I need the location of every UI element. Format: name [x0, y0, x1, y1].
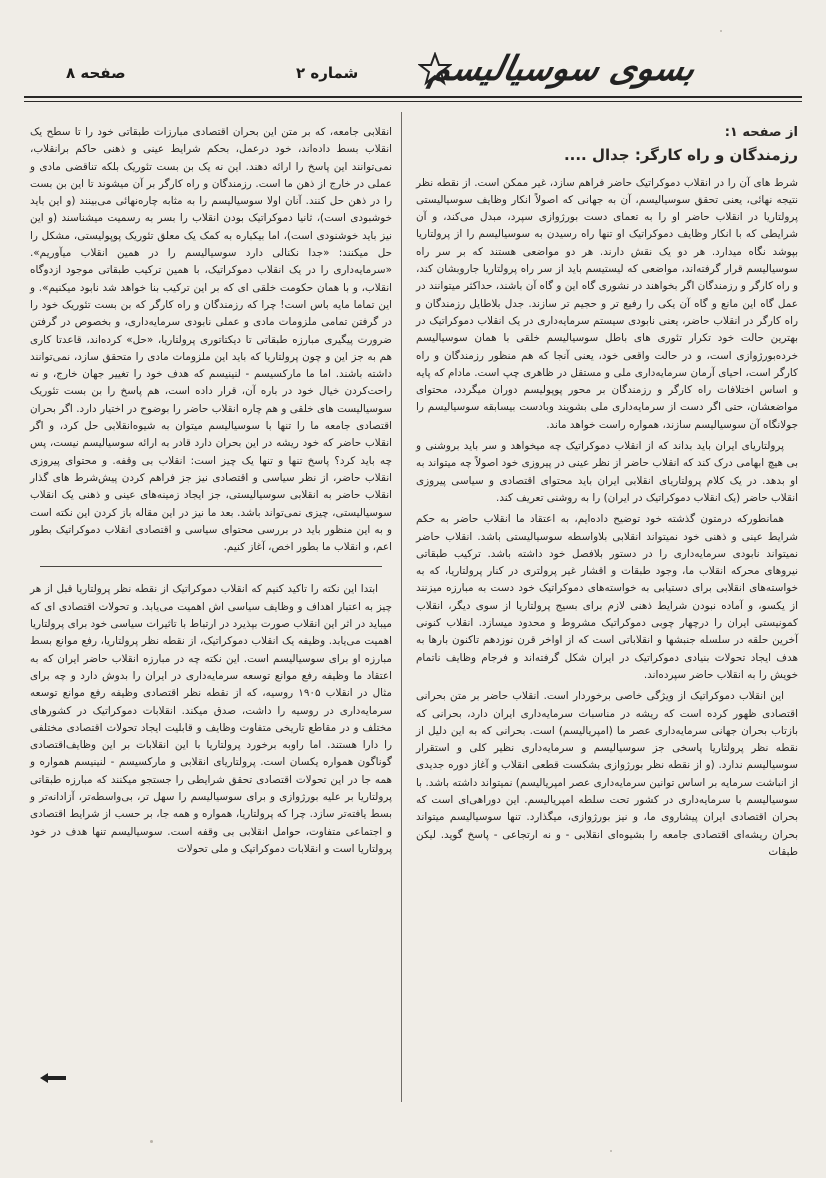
masthead-logo — [425, 46, 790, 92]
article-title: رزمندگان و راه کارگر: جدال .... — [563, 146, 798, 165]
star-icon — [418, 52, 452, 86]
right-column — [416, 124, 798, 865]
header-rule-thin — [24, 101, 802, 102]
column-divider — [401, 112, 402, 1102]
masthead-title: بسوی سوسیالیسم — [425, 49, 699, 89]
article-paragraph: ابتدا این نکته را تاکید کنیم که انقلاب دموکراتیک از نقطه نظر پرولتاریا قبل از هر چیز به اعتبار اهداف و وظایف سیاسی اش اهمیت می‌یابد. و تحولات اقتصادی ای که میباید در اثر این انقلاب صورت بپذیرد در ارتباط با تاثیرات سیاسی خود برای پرولتاریا اهمیت می‌یابد. وظیفه یک انقلاب دموکراتیک، از نقطه نظر پرولتاریا، رفع موانع بسط مبارزه او برای سوسیالیسم است. این نکته چه در مبارزه انقلاب حاضر ایران که به اعتقاد ما وظیفه رفع موانع توسعه سرمایه‌داری در ایران را بدوش دارد و چه برای مثال در انقلاب ۱۹۰۵ روسیه، که از نقطه نظر اقتصادی وظیفه رفع موانع توسعه سرمایه‌داری در روسیه را داشت، صدق میکند. انقلابات دموکراتیک در کشورهای مختلف و در مقاطع تاریخی متفاوت وظایف و قابلیت ایجاد تحولات اقتصادی مختلفی را دارا هستند. اما راوبه برخورد پرولتاریا با این انقلابات بر این وظایف‌اقتصادی گوناگون همواره یکسان است. پرولتاریای انقلابی و مارکسیسم - لنینیسم همواره و همه جا در این تحولات اقتصادی تحقق شرایطی را جستجو میکنند که مبارزه طبقاتی پرولتاریا بر علیه بورژوازی و برای سوسیالیسم را سهل تر، بی‌واسطه‌تر، آزادانه‌تر و بسط یافته‌تر سازد. چرا که پرولتاریا، همواره و همه جا، بر حسب از شرایط اقتصادی و اجتماعی متفاوت، حوامل انقلابی بی وقفه است. سوسیالیسم تنها هدف در خود پرولتاریا است و انقلابات دموکراتیک و ملی تحولات — [30, 583, 392, 855]
paper-speck — [150, 1140, 153, 1143]
article-paragraph: همانطورکه درمتون گذشته خود توضیح داده‌ایم، به اعتقاد ما انقلاب حاضر به حکم شرایط عینی و ذهنی خود نمیتواند انقلابی بلاواسطه سوسیالیستی باشد. انقلاب حاضر نمیتواند نابودی سرمایه‌داری را در دستور بلافصل خود داشته باشد. ترکیب طبقاتی نیروهای محرکه انقلاب ما، وجود طبقات و اقشار غیر پرولتری در کنار پرولتاریا، که به خواسته‌های انقلابی برای دستیابی به خواسته‌های دموکراتیک خود دست به مبارزه میزنند از یکسو، و آماده نبودن شرایط ذهنی لازم برای بسیج پرولتاریا از سوی دیگر، انقلاب کمونیستی ایران را درچهار چوبی دموکراتیک مشروط و محدود میسازد. انقلاب کنونی آخرین حلقه در سلسله جنبشها و انقلاباتی است که از اواخر قرن نوزدهم تاکنون بارها به هدف ایجاد تحولات بنیادی دموکراتیک در ایران شکل گرفته‌اند و فرجام وظایف ناتمام خویش را به انقلاب حاضر سپرده‌اند. — [416, 513, 798, 681]
continued-from-label: از صفحه ۱: — [724, 125, 798, 140]
article-paragraph: این انقلاب دموکراتیک از ویژگی خاصی برخوردار است. انقلاب حاضر بر متن بحرانی اقتصادی ظهور کرده است که ریشه در مناسبات سرمایه‌داری ایران دارد، بحرانی که بازتاب بحران جهانی سرمایه‌داری عصر ما (امپریالیسم) است. بحرانی که به این دلیل از نقطه نظر پرولتاریا پاسخی جز سوسیالیسم و سرمایه‌داری نظیر کلی و استقرار سوسیالیسم ندارد. (و از نقطه نظر بورژوازی بشکست قطعی انقلاب و آغاز دوره جدیدی از انباشت سرمایه بر اساس توانین سرمایه‌داری عصر امپریالیسم) نمیتواند داشته باشد. با سوسیالیسم با سرمایه‌داری در کشور تحت سلطه امپریالیسم. این دوراهی‌ای است که بحران اقتصادی ایران پیشاروی ما، و نیز بورژوازی، میگذارد. تنها سوسیالیسم میتواند بحران ریشه‌ای اقتصادی جامعه را بشیوه‌ای انقلابی - و نه ارتجاعی - پاسخ گوید. لیکن طبقات — [416, 690, 798, 858]
paper-speck — [610, 1150, 612, 1152]
article-paragraph: شرط های آن را در انقلاب دموکراتیک حاضر فراهم سازد، غیر ممکن است. از نقطه نظر نتیجه نهائی، یعنی تحقق سوسیالیسم، آن به جهانی که اصولاً انکار وظایف سوسیالیستی پرولتاریا در انقلاب حاضر او را به تعمای دست بورژوازی سپرد، مبدل می‌کند، و آن شرایطی که با انکار وظایف دموکراتیک او تنها راه رسیدن به سوسیالیسم را از پرولتاریا بپوشد نگاه میدارد. هر دو یک نقش دارند. هر دو مواضعی هستند که بر سر راه سوسیالیسم قرار گرفته‌اند، مواضعی که لیستیسم باید از سر راه پرولتاریا جاروبشان کند، و راه کارگر و رزمندگان اگر بخواهند در نشوری گاه این و گاه آن باشند، حداکثر میتوانند در عمل گاه این مانع و گاه آن یکی را رفیع تر و حجیم تر سازند. جدل بلاطایل رزمندگان و راه کارگر در انقلاب حاضر، یعنی نابودی سیستم سرمایه‌داری در یک انقلاب دموکراتیک در بهترین حالت خود تکرار تئوری های باطل سوسیالیسم خلقی با همان سوسیالیسم خرده‌بورژوازی است، و در حالت واقعی خود، یعنی آنجا که هم منظور رزمندگان و راه کارگر است، احیای آرمان سرمایه‌داری ملی و مستقل در ظاهری چپ است. مادام که پایه و اساس اختلافات راه کارگر و رزمندگان بر محور پوپولیسم دوران میگردد، محتوای مواضعشان، حتی اگر دست از سرمایه‌داری ملی بشویند وبادست بیسابقه سوسیالیسم را جولانگاه آن سوسیالیسم سازند، همواره راست خواهد ماند. — [416, 176, 798, 431]
issue-number: شماره ۲ — [296, 64, 359, 82]
page-number: صفحه ۸ — [66, 64, 126, 82]
article-paragraph: انقلابی جامعه، که بر متن این بحران اقتصادی مبارزات طبقاتی خود را تا سطح یک انقلاب بسط داده‌اند، خود درعمل، بحکم شرایط عینی و ذهنی حاکم برانقلاب، نمی‌توانند این پاسخ را ارائه دهند. این نه یک بن بست تئوریک بلکه تناقضی مادی و عملی در خارج از ذهن ما است. رزمندگان و راه کارگر بر آن میشوند تا این بن بست را در ذهن حل کنند. آنان اولا سوسیالیسم را به مثابه چاره‌نهائی می‌بینند (و این باید خوشبودی است)، ثانیا دموکراتیک بودن انقلاب را بسر به رسمیت میشناسند (و این نیز باید خوشنودی است)، اما بیکباره به کمک یک معلق تئوریک پوپولیستی، مشکل را حل میکنند: «جدا نکنالی دارد سوسیالیسم را در همین انقلاب میآوریم». «سرمایه‌داری را در یک انقلاب دموکراتیک، با همین ترکیب طبقاتی موجود ازدوگاه انقلاب، و با همان حکومت خلقی ای که بر این ترکیب بنا خواهد شد نابود میکنیم». و این تماما مایه باس است! چرا که رزمندگان و راه کارگر که بن بست تئوریک خود را در گرفتن تمامی ملزومات مادی و عملی نابودی سرمایه‌داری، و بخصوص در گرفتن ضرورت پیگیری مبارزه طبقاتی تا دیکتاتوری پرولتاریا، «حل» کرده‌اند، قاعدتا کاری هم به جز این و چون پرولتاریا که باید این ملزومات مادی را متحقق سازد، نمی‌توانند داشته باشند. اما ما مارکسیسم - لنینیسم که هدف خود را تغییر جهان خارج، و نه راحت‌کردن خیال خود در باره آن، قرار داده است، هم پاسخ را بن بست تئوریک سوسیالیست های خلقی و هم چاره انقلاب حاضر را بوضوح در اختیار دارد. اگر بحران اقتصادی جامعه ما را تنها با سوسیالیسم میتوان به شیوه‌انقلابی حل کرد، و اگر انقلاب حاضر که خود ریشه در این بحران دارد قادر به ارائه سوسیالیسم نیست، پس چه باید کرد؟ پاسخ تنها و تنها یک چیز است: انقلاب بی وقفه. و محتوای پیروزی انقلاب حاضر، از نظر سیاسی و اقتصادی نیز جز فراهم کردن پیش‌شرط های گذار انقلاب حاضر به انقلابی سوسیالیستی، جز ایجاد زمینه‌های عینی و ذهنی یک انقلاب سوسیالیستی، چیزی نمی‌تواند باشد. بعد ما نیز در این مقاله باز کردن این نکته است و به این منظور باید در بررسی محتوای سیاسی و اقتصادی انقلاب دموکراتیک بطور اعم، و انقلاب ما بطور اخص، آغاز کنیم. — [30, 126, 392, 554]
article-paragraph: پرولتاریای ایران باید بداند که از انقلاب دموکراتیک چه میخواهد و سر باید بروشنی و بی هیچ ابهامی درک کند که انقلاب حاضر از نظر عینی در پیروزی خود اصولاً چه میتواند به او بدهد. در یک کلام پرولتاریای انقلابی ایران باید محتوای اقتصادی و سیاسی پیروزی انقلاب حاضر (یک انقلاب دموکراتیک در ایران) را به روشنی تعریف کند. — [416, 440, 798, 504]
left-column — [30, 124, 392, 862]
section-separator — [40, 566, 382, 567]
paper-speck — [720, 30, 722, 32]
continue-arrow-icon — [40, 1073, 66, 1083]
header-rule — [24, 96, 802, 98]
masthead — [26, 46, 796, 92]
